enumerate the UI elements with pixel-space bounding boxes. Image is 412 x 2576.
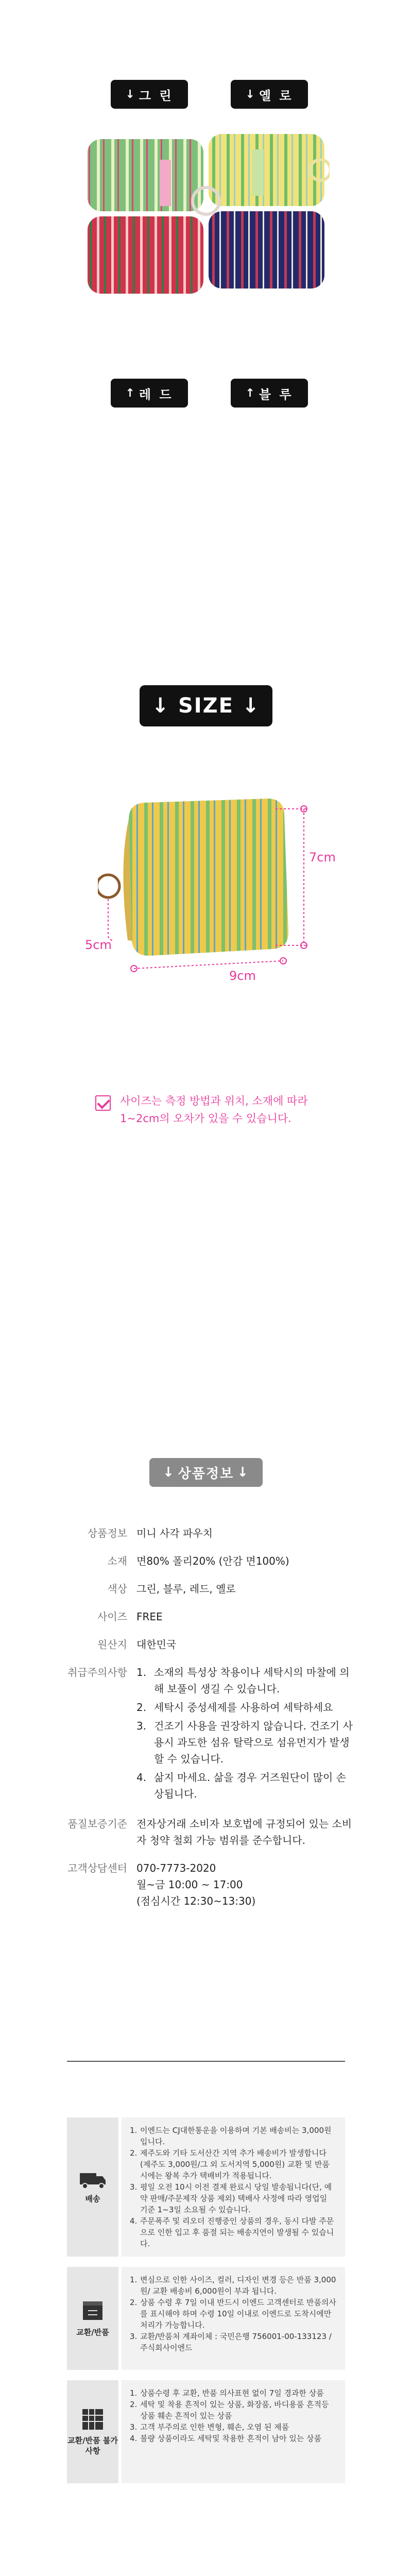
info-key: 원산지 [97,1638,127,1651]
info-key: 품질보증기준 [67,1818,127,1830]
color-button-blue[interactable] [231,379,308,408]
shipping-item: 4. 주문폭주 및 리오더 진행중인 상품의 경우, 동시 다발 주문으로 인한 입고 후 품절 되는 배송지연이 발생될 수 있습니다. [130,2216,334,2248]
unavailable-body [122,2380,345,2483]
dimension-depth-label: 5cm [85,938,112,952]
unavailable-notice [67,2380,345,2483]
arrow-down-icon: ↓ [237,1465,250,1480]
pattern-icon [81,2408,105,2431]
product-photo-four-pouches [82,129,330,299]
exchange-icon-cell [67,2267,118,2370]
unavailable-item: 3. 고객 부주의로 인한 변형, 훼손, 오염 된 제품 [130,2422,289,2432]
exchange-item: 2. 상품 수령 후 7일 이내 반드시 이엔드 고객센터로 반품의사를 표시해야 하며 수령 10일 이내로 이엔드로 도착시에만 처리가 가능합니다. [130,2298,336,2330]
care-item: 2. 세탁시 중성세제를 사용하여 세탁하세요 [136,1701,333,1714]
product-info-table [67,1525,355,1921]
info-value: FREE [136,1611,163,1623]
info-key: 취급주의사항 [67,1666,127,1679]
size-note [95,1092,342,1127]
cs-lunch: (점심시간 12:30~13:30) [136,1895,256,1907]
unavailable-label: 교환/반품 불가사항 [67,2436,118,2455]
care-item: 1. 소재의 특성상 착용이나 세탁시의 마찰에 의해 보풀이 생길 수 있습니다. [136,1666,350,1695]
shipping-item: 1. 이엔드는 CJ대한통운을 이용하며 기본 배송비는 3,000원입니다. [130,2126,332,2146]
info-row-care [67,1664,355,1804]
size-diagram-pouch [98,762,324,1030]
color-label-red: 레 드 [139,387,174,402]
color-label-green: 그 린 [139,88,174,103]
color-button-red[interactable] [111,379,188,408]
care-list [136,1664,355,1804]
unavailable-item: 4. 불량 상품이라도 세탁및 착용한 흔적이 남아 있는 상품 [130,2434,322,2443]
color-button-yellow[interactable] [231,80,308,109]
shipping-item: 3. 평일 오전 10시 이전 결제 완료시 당일 발송됩니다(단, 예약 판매/주문제작 상품 제외) 택배사 사정에 따라 영업일 기준 1~3일 소요될 수 있습니다. [130,2182,332,2214]
info-row-cs [67,1860,355,1909]
product-info-title: 상품정보 [178,1466,234,1482]
product-info-heading [149,1458,263,1487]
size-note-text: 사이즈는 측정 방법과 위치, 소재에 따라 1~2cm의 오차가 있을 수 있습니다. [120,1095,308,1125]
arrow-down-icon: ↓ [162,1465,175,1480]
exchange-label: 교환/반품 [76,2328,109,2337]
shipping-notice [67,2117,345,2257]
info-value: 전자상거래 소비자 보호법에 규정되어 있는 소비자 청약 철회 가능 범위를 준수합니다. [136,1818,352,1846]
info-row-size [67,1608,355,1625]
unavailable-item: 2. 세탁 및 착용 흔적이 있는 상품, 화장품, 바디용품 흔적등 상품 훼손 흔적이 있는 상품 [130,2400,329,2420]
info-key: 상품정보 [87,1527,127,1539]
cs-phone: 070-7773-2020 [136,1862,216,1874]
care-item: 3. 건조기 사용을 권장하지 않습니다. 건조기 사용시 과도한 섬유 탈락으로 섬유먼지가 발생할 수 있습니다. [136,1720,353,1765]
info-value: 미니 사각 파우치 [136,1527,213,1539]
info-key: 색상 [107,1583,127,1595]
dimension-width-label: 9cm [229,969,256,983]
care-item: 4. 삶지 마세요. 삶을 경우 거즈원단이 많이 손상됩니다. [136,1771,346,1800]
arrow-down-icon: ↓ [125,88,135,101]
shipping-body [122,2117,345,2257]
info-row-origin [67,1636,355,1653]
size-heading: ↓ SIZE ↓ [140,685,272,726]
exchange-item: 3. 교환/반품처 계좌이체 : 국민은행 756001-00-133123 / 주식회사이엔드 [130,2332,332,2352]
exchange-notice [67,2267,345,2370]
info-value: 그린, 블루, 레드, 옐로 [136,1583,236,1595]
shipping-item: 2. 제주도와 기타 도서산간 지역 추가 배송비가 발생합니다 (제주도 3,000원/그 외 도서지역 5,000원) 교환 및 반품시에는 왕복 추가 택배비가 적용됩니다. [130,2148,330,2180]
info-value [136,1860,355,1909]
color-button-green[interactable] [111,80,188,109]
info-row-product [67,1525,355,1541]
arrow-up-icon: ↑ [245,386,255,400]
unavailable-icon-cell [67,2380,118,2483]
cs-hours: 월~금 10:00 ~ 17:00 [136,1878,243,1891]
exchange-body [122,2267,345,2370]
shipping-label: 배송 [85,2194,100,2204]
info-value: 대한민국 [136,1638,177,1651]
info-value: 면80% 폴리20% (안감 면100%) [136,1555,289,1567]
info-key: 사이즈 [97,1611,127,1623]
arrow-down-icon: ↓ [245,88,255,101]
checkbox-icon [95,1095,111,1111]
section-divider [67,2061,345,2062]
arrow-up-icon: ↑ [125,386,135,400]
info-key: 소재 [107,1555,127,1567]
color-label-blue: 블 루 [259,387,294,402]
box-icon [81,2299,105,2323]
info-row-material [67,1553,355,1569]
color-label-yellow: 옐 로 [259,88,294,103]
dimension-height-label: 7cm [309,850,336,865]
info-row-color [67,1581,355,1597]
info-key: 고객상담센터 [67,1862,127,1874]
unavailable-item: 1. 상품수령 후 교환, 반품 의사표현 없이 7일 경과한 상품 [130,2388,324,2398]
shipping-icon-cell [67,2117,118,2257]
info-row-quality [67,1816,355,1849]
exchange-item: 1. 변심으로 인한 사이즈, 컬러, 디자인 변경 등은 반품 3,000원/ 교환 배송비 6,000원이 부과 됩니다. [130,2275,336,2296]
truck-icon [79,2170,107,2190]
